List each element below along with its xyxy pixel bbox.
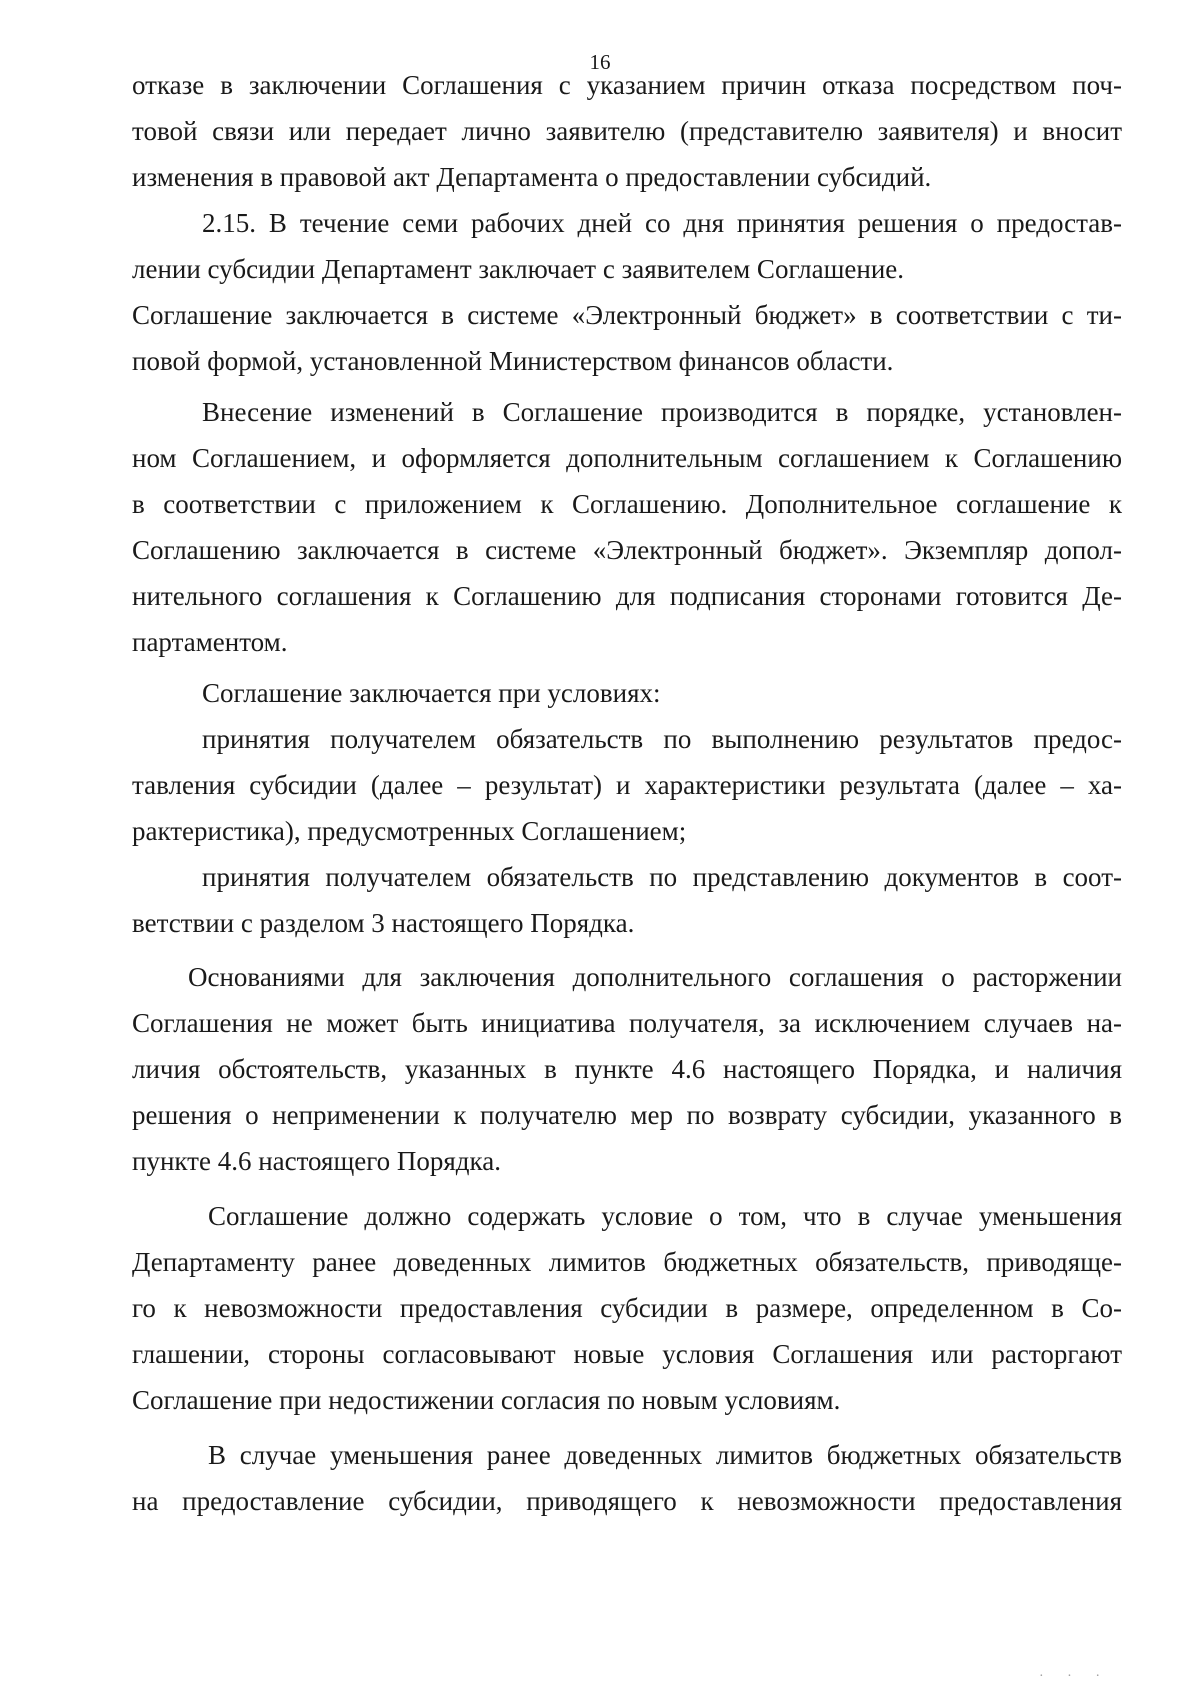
text-line: принятия получателем обязательств по выполнению результатов предос- <box>202 724 1122 754</box>
text-line: пункте 4.6 настоящего Порядка. <box>132 1146 501 1176</box>
page-number: 16 <box>589 50 611 74</box>
text-line: Соглашение должно содержать условие о том, что в случае уменьшения <box>208 1201 1122 1231</box>
text-line: рактеристика), предусмотренных Соглашением; <box>132 816 687 846</box>
text-line: в соответствии с приложением к Соглашению. Дополнительное соглашение к <box>132 489 1122 519</box>
text-line: го к невозможности предоставления субсидии в размере, определенном в Со- <box>132 1293 1122 1323</box>
text-line: нительного соглашения к Соглашению для подписания сторонами готовится Де- <box>132 581 1122 611</box>
text-line: партаментом. <box>132 627 288 657</box>
text-line: Департаменту ранее доведенных лимитов бюджетных обязательств, приводяще- <box>132 1247 1122 1277</box>
text-line: Основаниями для заключения дополнительного соглашения о расторжении <box>188 962 1122 992</box>
text-line: отказе в заключении Соглашения с указанием причин отказа посредством поч- <box>132 70 1122 100</box>
scan-artifact: · · · <box>1039 1669 1110 1684</box>
text-line: 2.15. В течение семи рабочих дней со дня принятия решения о предостав- <box>202 208 1122 238</box>
text-line: товой связи или передает лично заявителю (представителю заявителя) и вносит <box>132 116 1122 146</box>
text-line: Соглашение заключается в системе «Электронный бюджет» в соответствии с ти- <box>132 300 1122 330</box>
text-line: глашении, стороны согласовывают новые условия Соглашения или расторгают <box>132 1339 1122 1369</box>
text-line: Соглашение при недостижении согласия по новым условиям. <box>132 1385 841 1415</box>
text-line: В случае уменьшения ранее доведенных лимитов бюджетных обязательств <box>208 1440 1122 1470</box>
text-line: повой формой, установленной Министерством финансов области. <box>132 346 894 376</box>
text-line: личия обстоятельств, указанных в пункте 4.6 настоящего Порядка, и наличия <box>132 1054 1122 1084</box>
text-line: Соглашение заключается при условиях: <box>202 678 661 708</box>
text-line: ветствии с разделом 3 настоящего Порядка. <box>132 908 635 938</box>
text-line: на предоставление субсидии, приводящего к невозможности предоставления <box>132 1486 1122 1516</box>
text-line: Соглашения не может быть инициатива получателя, за исключением случаев на- <box>132 1008 1122 1038</box>
text-line: изменения в правовой акт Департамента о предоставлении субсидий. <box>132 162 932 192</box>
text-line: Соглашению заключается в системе «Электронный бюджет». Экземпляр допол- <box>132 535 1122 565</box>
text-line: решения о неприменении к получателю мер по возврату субсидии, указанного в <box>132 1100 1122 1130</box>
text-line: принятия получателем обязательств по представлению документов в соот- <box>202 862 1122 892</box>
text-line: лении субсидии Департамент заключает с заявителем Соглашение. <box>132 254 905 284</box>
text-line: Внесение изменений в Соглашение производится в порядке, установлен- <box>202 397 1122 427</box>
text-line: тавления субсидии (далее – результат) и характеристики результата (далее – ха- <box>132 770 1122 800</box>
text-line: ном Соглашением, и оформляется дополнительным соглашением к Соглашению <box>132 443 1122 473</box>
